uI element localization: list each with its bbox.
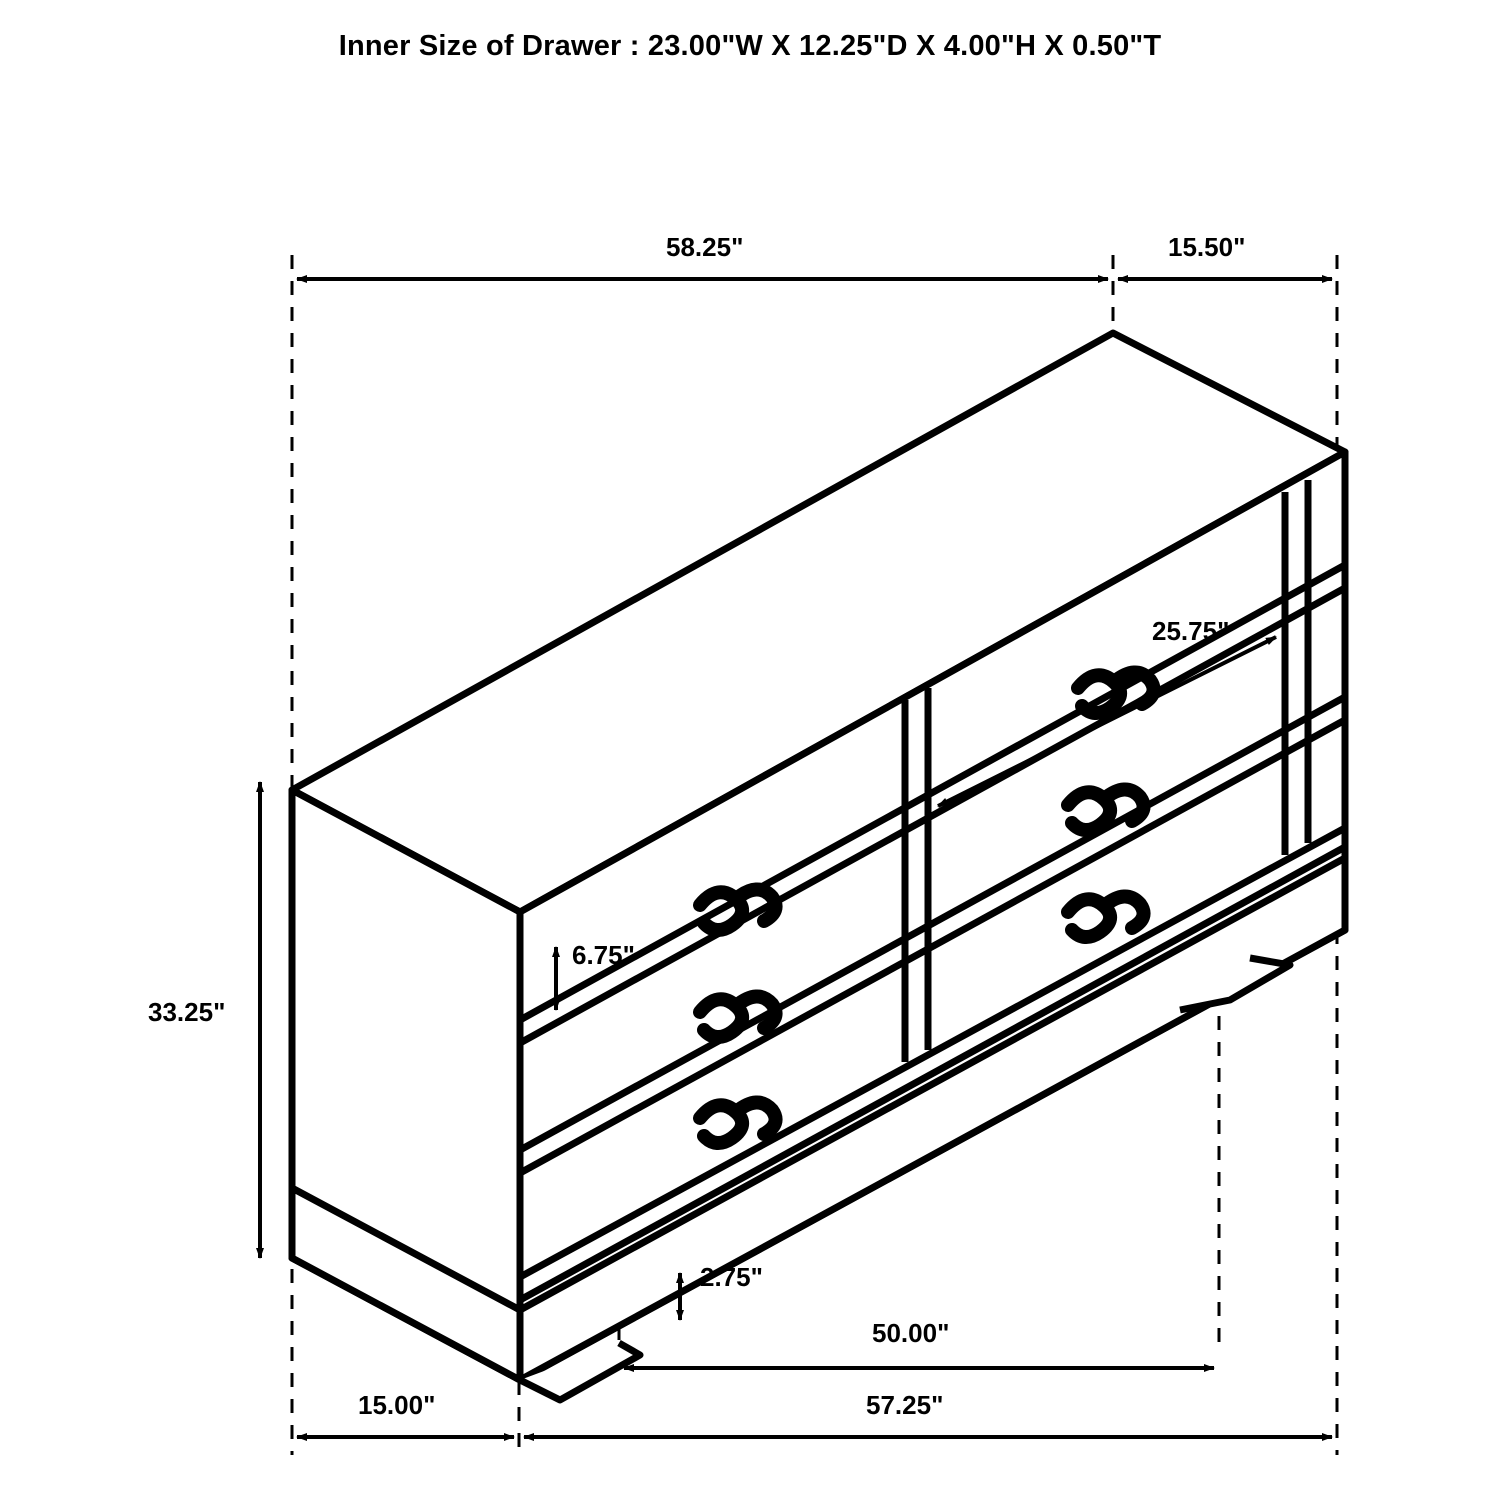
dim-label-base-height: 2.75" [700,1262,763,1292]
dim-label-top-right-width: 15.50" [1168,232,1246,262]
dim-label-drawer-height: 6.75" [572,940,635,970]
dim-label-overall-width: 57.25" [866,1390,944,1420]
page-title: Inner Size of Drawer : 23.00"W X 12.25"D X 4.00"H X 0.50"T [338,30,1162,62]
dim-label-side-depth: 15.00" [358,1390,436,1420]
dim-label-total-height: 33.25" [148,997,226,1027]
dim-label-top-left-width: 58.25" [666,232,744,262]
dim-label-base-run: 50.00" [872,1318,950,1348]
dim-label-depth-diagonal: 25.75" [1152,616,1230,646]
